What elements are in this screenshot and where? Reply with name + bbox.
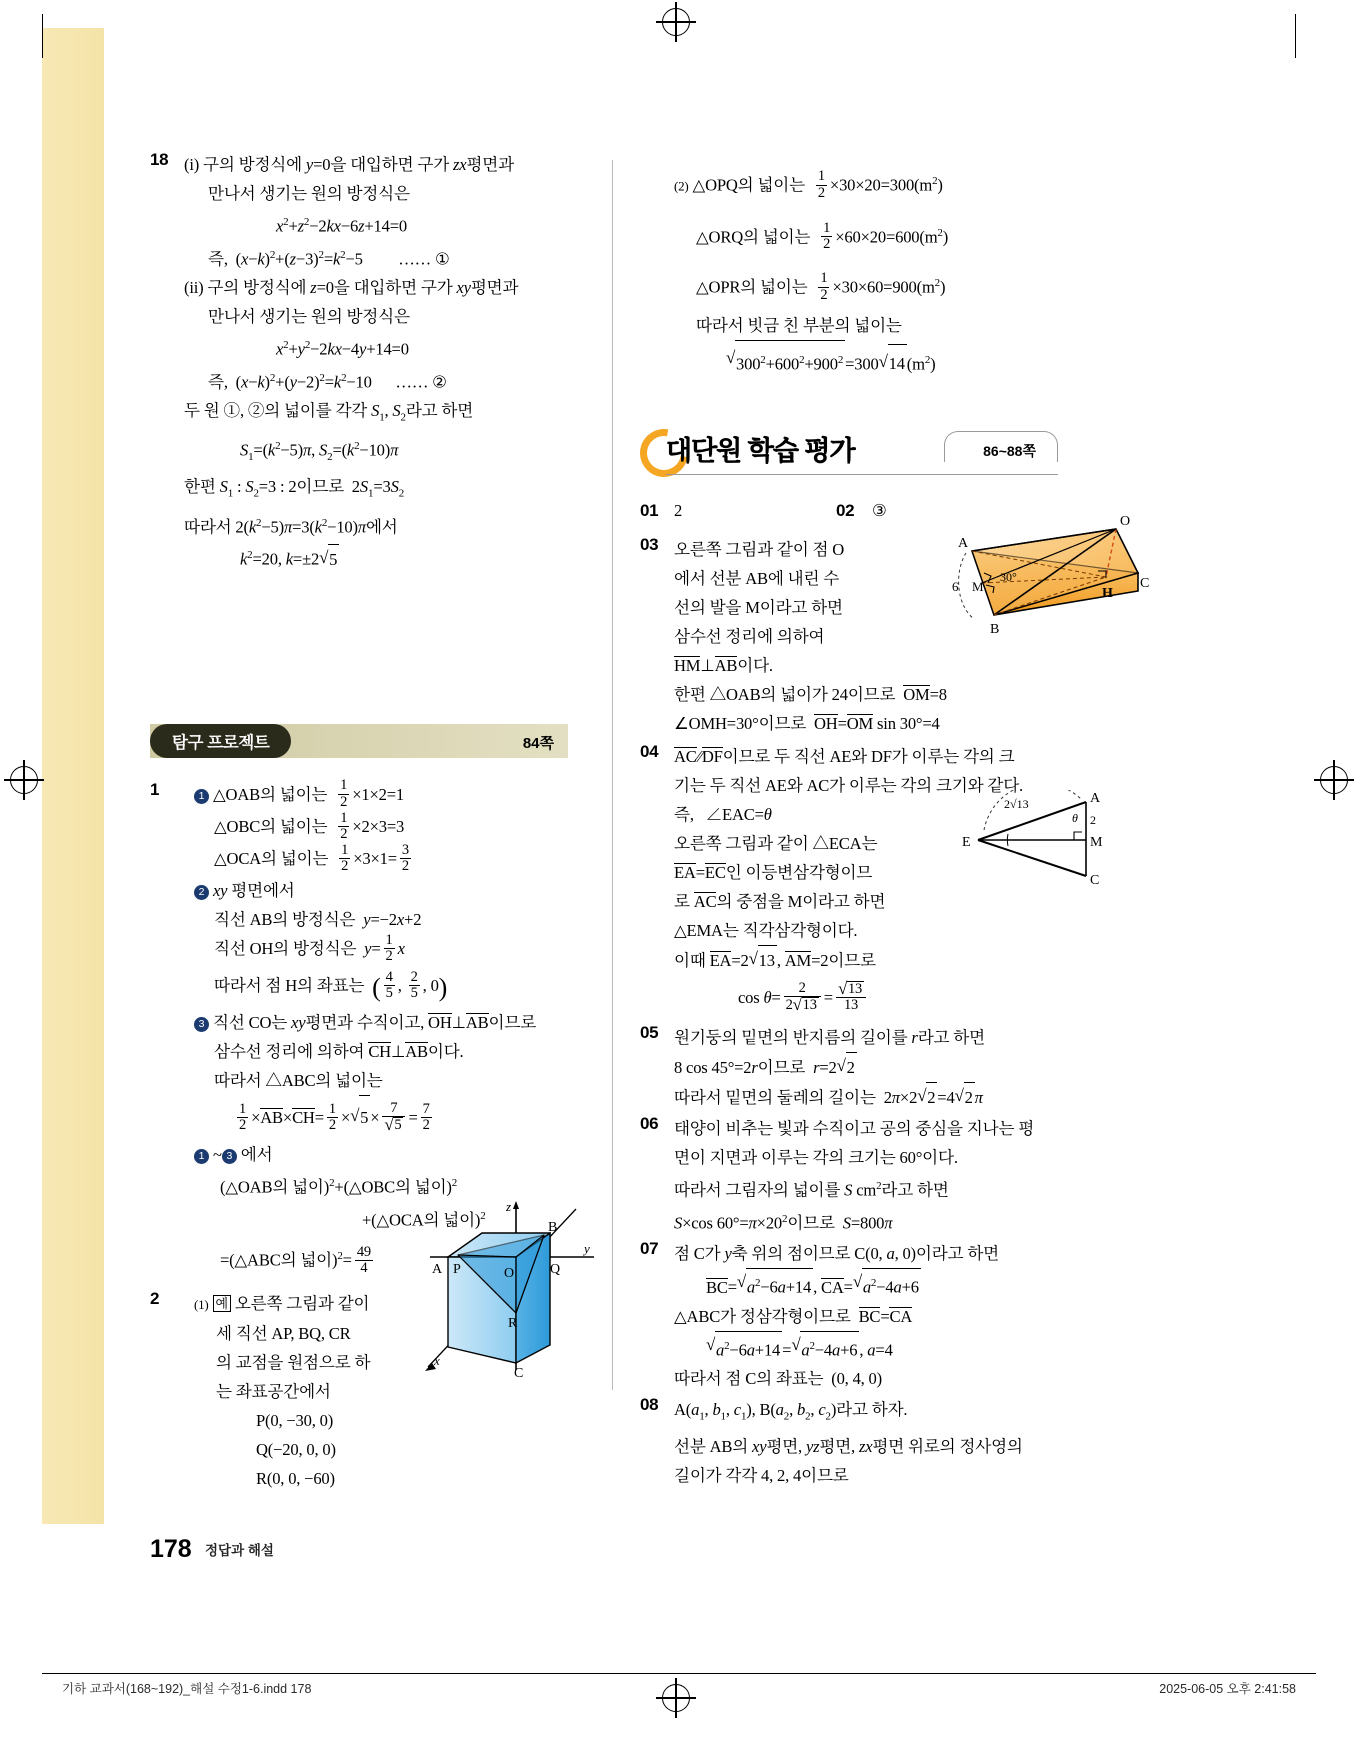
example-tag: 예 — [213, 1295, 231, 1312]
step-bullet-3: 3 — [194, 1017, 209, 1032]
solution-line: 즉, $(x-k)^2+(z-3)^2=k^2-5$ …… ① — [208, 248, 450, 269]
solution-line: 오른쪽 그림과 같이 점 O — [674, 540, 845, 560]
sub-label: (1) — [194, 1297, 209, 1312]
footer-section-label: 정답과 해설 — [205, 1543, 274, 1558]
project-banner-label: 탐구 프로젝트 — [150, 724, 291, 758]
evaluation-banner — [640, 425, 1058, 483]
solution-line: 세 직선 AP, BQ, CR — [216, 1324, 351, 1343]
problem-number-18: 18 — [150, 150, 169, 169]
solution-line: 만나서 생기는 원의 방정식은 — [208, 307, 410, 327]
print-filename: 기하 교과서(168~192)_해설 수정1-6.indd 178 — [62, 1682, 312, 1696]
solution-line: HM⊥AB이다. — [674, 656, 773, 676]
solution-line: (1) 예 오른쪽 그림과 같이 — [194, 1294, 370, 1313]
solution-line: 오른쪽 그림과 같이 △ECA는 — [674, 834, 878, 854]
solution-line: 기는 두 직선 AE와 AC가 이루는 각의 크기와 같다. — [674, 776, 1024, 796]
figure-label-O: O — [504, 1266, 515, 1281]
solution-line: $\frac{1}{2}$ ×AB×CH= $\frac{1}{2}$ × √ 5 × 7 √ 5 = $\frac{7}{2}$ — [194, 1095, 580, 1140]
solution-line: 직선 AB의 방정식은 y=−2x+2 — [214, 910, 422, 930]
figure-04-triangle-eca — [960, 790, 1125, 890]
solution-line: 는 좌표공간에서 — [216, 1382, 331, 1401]
figure-label-O: O — [1120, 515, 1131, 529]
answer-02: ③ — [872, 501, 887, 521]
solution-line: (ii) 구의 방정식에 z=0을 대입하면 구가 xy평면과 — [184, 278, 519, 298]
figure-axis-z: z — [506, 1199, 512, 1214]
print-timestamp: 2025-06-05 오후 2:41:58 — [1159, 1682, 1296, 1696]
solution-line: 선분 AB의 xy평면, yz평면, zx평면 위로의 정사영의 — [674, 1436, 1023, 1456]
figure-axis-y: y — [584, 1241, 590, 1256]
solution-line: EA=EC인 이등변삼각형이므 — [674, 863, 873, 883]
solution-line: (△OAB의 넓이)$^2$+(△OBC의 넓이)$^2$ — [220, 1177, 458, 1197]
solution-line: P(0, −30, 0) — [256, 1411, 334, 1430]
solution-line: 원기둥의 밑면의 반지름의 길이를 r라고 하면 — [674, 1028, 985, 1048]
figure-label-B: B — [990, 622, 1000, 637]
solution-line: 1 △OAB의 넓이는 $\frac{1}{2}$ ×1×2=1 — [194, 780, 580, 812]
solution-line: 즉, ∠EAC=θ — [674, 805, 772, 825]
figure-coordinate-prism — [398, 1195, 598, 1385]
figure-label-C: C — [1090, 873, 1100, 888]
solution-line: 3 직선 CO는 xy평면과 수직이고, OH⊥AB이므로 — [194, 1008, 580, 1037]
solution-line: 삼수선 정리에 의하여 — [674, 627, 825, 647]
page-number: 178 — [150, 1535, 192, 1563]
figure-label-C: C — [1140, 576, 1150, 591]
evaluation-banner-page-ref: 86~88쪽 — [983, 443, 1036, 460]
solution-line: 면이 지면과 이루는 각의 크기는 60°이다. — [674, 1148, 958, 1168]
solution-line: △OBC의 넓이는 $\frac{1}{2}$ ×2×3=3 — [214, 809, 405, 842]
solution-line: 따라서 △ABC의 넓이는 — [214, 1071, 383, 1091]
solution-block-07 — [640, 1239, 1070, 1393]
solution-line: 따라서 밑면의 둘레의 길이는 2π×2 √ 2 =4 √ 2 π — [674, 1082, 1070, 1112]
problem-number-2: 2 — [150, 1289, 160, 1308]
solution-line: 한편 △OAB의 넓이가 24이므로 OM=8 — [674, 685, 947, 705]
footer-rule — [42, 1673, 1316, 1674]
problem-number-1: 1 — [150, 779, 160, 799]
solution-line: △OPR의 넓이는 $\frac{1}{2}$ $\times 30\times 60=900(m^2)$ — [696, 270, 946, 303]
figure-label-A: A — [432, 1262, 443, 1277]
figure-label-A: A — [1090, 791, 1101, 806]
solution-block-08 — [640, 1395, 1070, 1489]
problem-number-08: 08 — [640, 1395, 659, 1415]
registration-mark-top — [662, 8, 690, 36]
solution-line: 따라서 점 C의 좌표는 (0, 4, 0) — [674, 1369, 882, 1389]
problem-number-07: 07 — [640, 1239, 659, 1259]
figure-label-30deg: 30° — [1000, 570, 1017, 584]
figure-label-A: A — [958, 536, 969, 551]
figure-label-M: M — [1090, 835, 1103, 850]
solution-line: 로 AC의 중점을 M이라고 하면 — [674, 892, 886, 912]
solution-line: 2 xy 평면에서 — [194, 876, 580, 905]
solution-line: 따라서 그림자의 넓이를 S $cm^2$라고 하면 — [674, 1180, 949, 1200]
column-divider — [612, 160, 613, 1390]
solution-line: 에서 선분 AB에 내린 수 — [674, 569, 840, 589]
solution-line: $k^2=20$, k=±2 √ 5 — [184, 541, 580, 574]
solution-line: △ORQ의 넓이는 $\frac{1}{2}$ $\times 60\times 20=600(m^2)$ — [696, 219, 949, 253]
registration-mark-right — [1320, 766, 1348, 794]
project-banner-page-ref: 84쪽 — [522, 734, 554, 752]
figure-label-2root13: 2√13 — [1004, 797, 1029, 811]
solution-line: 선의 발을 M이라고 하면 — [674, 598, 843, 618]
figure-label-B: B — [548, 1220, 558, 1235]
solution-line: 따라서 $2(k^2-5)\pi=3(k^2-10)\pi$에서 — [184, 516, 398, 537]
problem-number-06: 06 — [640, 1114, 659, 1134]
registration-mark-left — [10, 766, 38, 794]
figure-label-C: C — [514, 1366, 524, 1381]
evaluation-banner-title: 대단원 학습 평가 — [666, 436, 855, 467]
solution-line: 1 ~ 3 에서 — [194, 1140, 580, 1169]
solution-line: $S_1=(k^2-5)\pi$, $S_2=(k^2-10)\pi$ — [240, 440, 399, 464]
solution-line: 이때 EA=2 √ 13 , AM=2이므로 — [674, 945, 1070, 975]
solution-line: 태양이 비추는 빛과 수직이고 공의 중심을 지나는 평 — [674, 1119, 1035, 1139]
figure-03-oblique-prism — [938, 515, 1153, 645]
solution-line: S×cos $60^\circ=\pi\times 20^2$이므로 S=800π — [674, 1212, 893, 1233]
sub-label: (2) — [674, 178, 689, 194]
figure-label-theta: θ — [1072, 811, 1078, 825]
solution-line: 한편 $S_1$ : $S_2=3$ : 2이므로 $2S_1=3S_2$ — [184, 477, 405, 500]
solution-line: 의 교점을 원점으로 하 — [216, 1353, 371, 1372]
problem-number-02: 02 — [836, 501, 855, 521]
solution-line: ∠OMH=30°이므로 OH=OM sin 30°=4 — [674, 714, 940, 734]
solution-line: 두 원 ①, ②의 넓이를 각각 $S_1$, $S_2$라고 하면 — [184, 401, 474, 424]
solution-line: BC= √ $a^2-6a+14$ , CA= √ $a^2-4a+6$ — [674, 1268, 1070, 1302]
figure-label-H: H — [1102, 586, 1113, 601]
step-bullet-3-ref: 3 — [222, 1149, 237, 1164]
step-bullet-1-ref: 1 — [194, 1149, 209, 1164]
solution-line: 8 cos 45°=2r이므로 r=2 √ 2 — [674, 1052, 1070, 1082]
figure-label-R: R — [508, 1316, 518, 1331]
project-banner — [150, 724, 568, 758]
problem-number-04: 04 — [640, 742, 659, 762]
problem-number-01: 01 — [640, 501, 659, 521]
solution-line: cos θ= $\frac{2}{2 √ 13}$ = √ $\frac{13}{13}$ — [674, 975, 1070, 1021]
figure-label-2: 2 — [1090, 813, 1096, 827]
solution-line: △OCA의 넓이는 $\frac{1}{2}$ ×3×1= $\frac{3}{2}$ — [214, 841, 409, 874]
solution-line: +(△OCA의 넓이)$^2$ — [362, 1209, 486, 1230]
solution-line: △ABC가 정삼각형이므로 BC=CA — [674, 1306, 913, 1326]
solution-line: 삼수선 정리에 의하여 CH⊥AB이다. — [214, 1042, 464, 1062]
problem-number-03: 03 — [640, 535, 659, 555]
solution-line: AC∕∕DF이므로 두 직선 AE와 DF가 이루는 각의 크 — [674, 747, 1015, 767]
solution-block-18-cont — [640, 158, 1070, 383]
crop-mark-top-left — [42, 14, 43, 58]
registration-mark-bottom — [662, 1684, 690, 1712]
solution-line: (i) 구의 방정식에 y=0을 대입하면 구가 zx평면과 — [184, 155, 514, 174]
crop-mark-top-right — [1295, 14, 1296, 58]
step-bullet-1: 1 — [194, 789, 209, 804]
solution-block-06 — [640, 1114, 1070, 1237]
solution-line: 즉, $(x-k)^2+(y-2)^2=k^2-10$ …… ② — [208, 371, 447, 392]
solution-line: 만나서 생기는 원의 방정식은 — [208, 184, 410, 203]
figure-label-6: 6 — [952, 579, 959, 594]
step-bullet-2: 2 — [194, 885, 209, 900]
solution-line: (2) △OPQ의 넓이는 $\frac{1}{2}$ $\times 30\times 20=300(m^2)$ — [674, 168, 943, 201]
figure-label-E: E — [962, 835, 971, 850]
solution-line: 직선 OH의 방정식은 y= $\frac{1}{2}$ x — [214, 931, 405, 965]
solution-line: 따라서 점 H의 좌표는 ( $\frac{4}{5}$ , $\frac{2}{5}$ , 0) — [214, 969, 448, 1003]
solution-line: 따라서 빗금 친 부분의 넓이는 — [696, 315, 902, 335]
solution-line: √ $300^2+600^2+900^2 =300$ √ 14 $(m^2)$ — [674, 340, 1070, 384]
answer-01: 2 — [674, 501, 683, 521]
solution-line: $x^2+y^2-2kx-4y+14=0$ — [276, 339, 409, 359]
figure-label-Q: Q — [550, 1262, 561, 1277]
problem-number-05: 05 — [640, 1023, 659, 1043]
solution-line: =(△ABC의 넓이)$^2$= $\frac{49}{4}$ — [220, 1243, 371, 1276]
solution-line: 길이가 각각 4, 2, 4이므로 — [674, 1465, 849, 1485]
figure-label-P: P — [453, 1262, 461, 1277]
solution-line: R(0, 0, −60) — [256, 1469, 335, 1488]
figure-axis-x: x — [434, 1353, 440, 1368]
solution-block-05 — [640, 1023, 1070, 1112]
solution-line: √ $a^2-6a+14$ = √ $a^2-4a+6$ , a=4 — [674, 1331, 1070, 1365]
solution-line: 점 C가 y축 위의 점이므로 C(0, a, 0)이라고 하면 — [674, 1244, 999, 1264]
banner-rule — [666, 474, 1058, 475]
solution-line: $x^2+z^2-2kx-6z+14=0$ — [276, 216, 407, 236]
figure-label-M: M — [972, 579, 984, 594]
page-edge-color-bar — [42, 28, 104, 1524]
solution-line: Q(−20, 0, 0) — [256, 1440, 336, 1459]
solution-line: △EMA는 직각삼각형이다. — [674, 921, 858, 941]
solution-block-18 — [150, 150, 580, 574]
solution-line: $A(a_1$, $b_1$, $c_1$), $B(a_2$, $b_2$, $c_2$)라고 하자. — [674, 1400, 908, 1423]
